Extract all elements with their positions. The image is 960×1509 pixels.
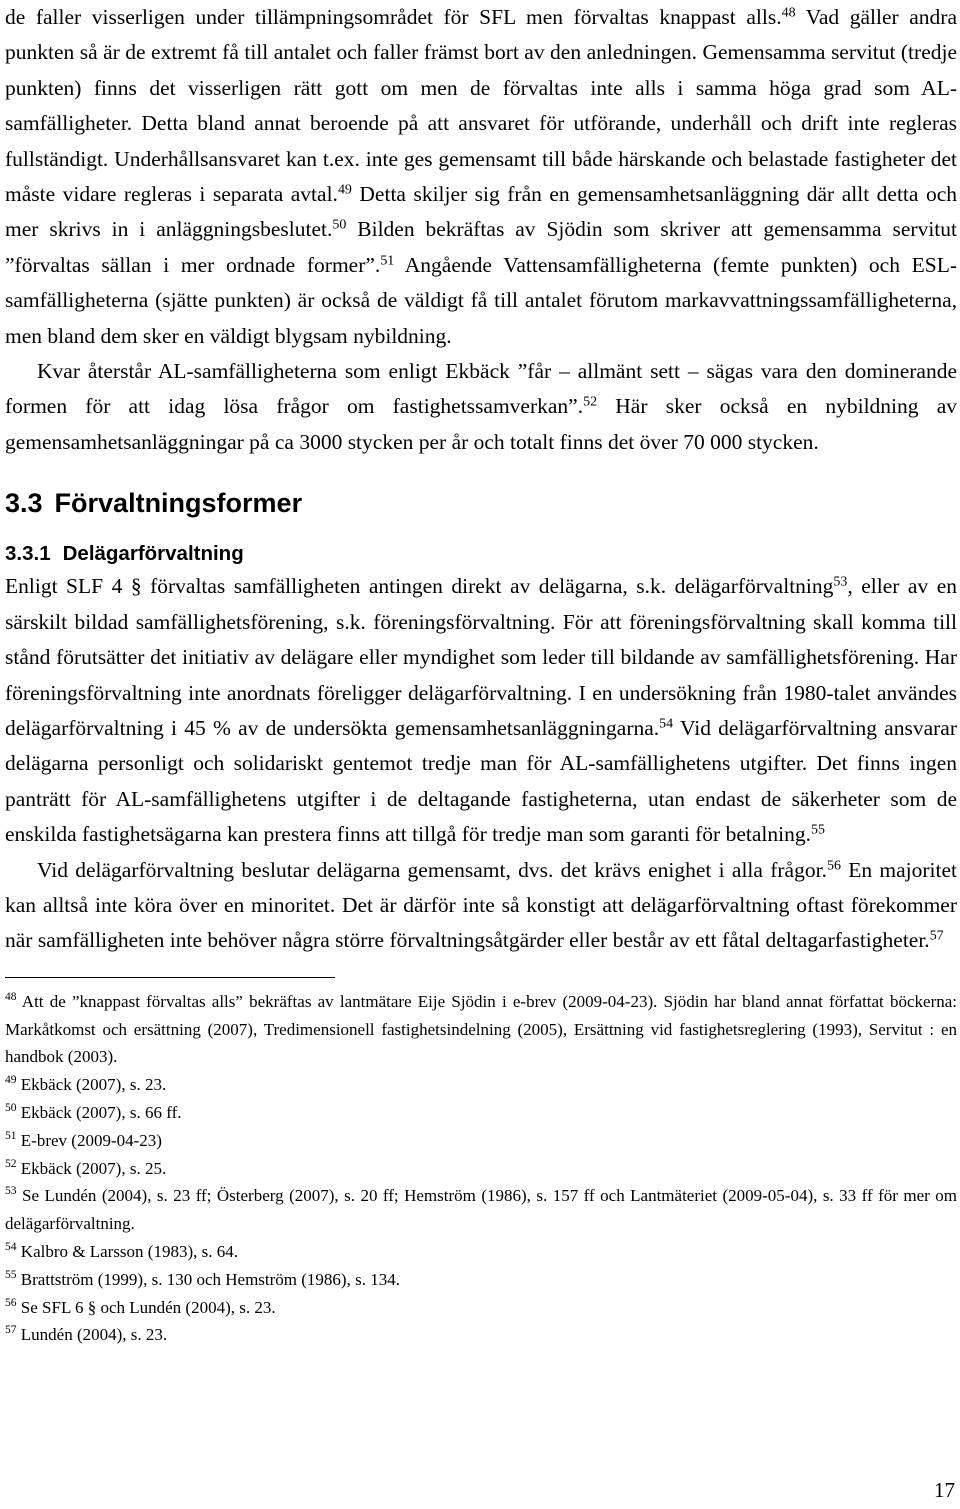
- body-paragraph-1: [5, 0, 957, 354]
- footnote: [5, 1266, 957, 1294]
- footnote: [5, 1182, 957, 1238]
- footnote-ref-51: 51: [380, 253, 395, 269]
- text-run: Bilden bekräftas av Sjödin som skriver att gemensamma servitut ”förvaltas sällan i mer ordnade former”.: [5, 217, 957, 277]
- footnote: [5, 1071, 957, 1099]
- section-number: 3.3: [5, 488, 43, 519]
- subsection-number: 3.3.1: [5, 542, 51, 566]
- body-paragraph-4: [5, 853, 957, 959]
- subsection-title: Delägarförvaltning: [62, 542, 244, 566]
- footnote-number: 55: [5, 1267, 17, 1281]
- footnote-number: 48: [5, 989, 17, 1003]
- footnote-ref-55: 55: [810, 822, 825, 838]
- footnote-separator: [5, 977, 335, 978]
- footnote-ref-48: 48: [781, 5, 796, 21]
- text-run: Detta skiljer sig från en gemensamhetsanläggning där allt detta och mer skrivs in i anläggningsbeslutet.: [5, 182, 957, 242]
- footnote: [5, 1321, 957, 1349]
- text-run: Vid delägarförvaltning ansvarar delägarna personligt och solidariskt gentemot tredje man för AL-samfällighetens utgifter. Det finns ingen panträtt för AL-samfällighetens utgifter i de deltagande fastigheterna, utan endast de säkerheter som de enskilda fastighetsägarna kan prestera finns att tillgå för tredje man som garanti för betalning.: [5, 715, 957, 847]
- footnote-text: Ekbäck (2007), s. 25.: [16, 1158, 167, 1178]
- footnote-text: Kalbro & Larsson (1983), s. 64.: [16, 1241, 238, 1261]
- footnote: [5, 1127, 957, 1155]
- body-paragraph-3: [5, 569, 957, 852]
- footnote-text: E-brev (2009-04-23): [16, 1130, 162, 1150]
- text-run: Angående Vattensamfälligheterna (femte punkten) och ESL-samfälligheterna (sjätte punkten) är också de väldigt få till antalet förutom markavvattningssamfälligheterna, men bland dem sker en väldigt blygsam nybildning.: [5, 252, 958, 348]
- footnote-text: Lundén (2004), s. 23.: [16, 1325, 168, 1345]
- footnote-text: Att de ”knappast förvaltas alls” bekräftas av lantmätare Eije Sjödin i e-brev (2009-04-23). Sjödin har bland annat författat böckerna: Markåtkomst och ersättning (2007), Tredimensionell fastighetsindelning (2005), Ersättning vid fastighetsreglering (1993), Servitut : en handbok (2003).: [5, 991, 957, 1067]
- footnote-number: 57: [5, 1323, 17, 1337]
- footnote-text: Ekbäck (2007), s. 66 ff.: [16, 1102, 182, 1122]
- text-run: , eller av en särskilt bildad samfällighetsförening, s.k. föreningsförvaltning. För att föreningsförvaltning skall komma till stånd förutsätter det initiativ av delägare eller myndighet som leder till bildande av samfällighetsförening. Har föreningsförvaltning inte anordnats föreligger delägarförvaltning. I en undersökning från 1980-talet användes delägarförvaltning i 45 % av de undersökta gemensamhetsanläggningarna.: [5, 574, 957, 740]
- footnote: [5, 988, 957, 1071]
- footnote-ref-50: 50: [332, 217, 347, 233]
- footnote-number: 56: [5, 1295, 17, 1309]
- text-run: Här sker också en nybildning av gemensamhetsanläggningar på ca 3000 stycken per år och totalt finns det över 70 000 stycken.: [5, 394, 958, 454]
- body-paragraph-2: [5, 354, 957, 460]
- text-run: Vid delägarförvaltning beslutar delägarna gemensamt, dvs. det krävs enighet i alla frågor.: [37, 857, 827, 882]
- footnote: [5, 1099, 957, 1127]
- footnote-text: Brattström (1999), s. 130 och Hemström (1986), s. 134.: [16, 1269, 400, 1289]
- footnote: [5, 1294, 957, 1322]
- section-heading: [5, 483, 957, 523]
- footnote-ref-52: 52: [583, 394, 598, 410]
- text-run: Kvar återstår AL-samfälligheterna som enligt Ekbäck ”får – allmänt sett – sägas vara den dominerande formen för att idag lösa frågor om fastighetssamverkan”.: [5, 359, 957, 419]
- footnotes: [5, 988, 957, 1349]
- footnote-number: 52: [5, 1156, 17, 1170]
- footnote: [5, 1238, 957, 1266]
- footnote-number: 54: [5, 1240, 17, 1253]
- text-run: de faller visserligen under tillämpningsområdet för SFL men förvaltas knappast alls.: [5, 5, 782, 29]
- footnote-number: 50: [5, 1101, 17, 1115]
- footnote-ref-54: 54: [659, 716, 674, 732]
- footnote-number: 53: [5, 1184, 17, 1198]
- text-run: Enligt SLF 4 § förvaltas samfälligheten antingen direkt av delägarna, s.k. delägarförvaltning: [5, 574, 834, 599]
- section-title: Förvaltningsformer: [54, 488, 303, 519]
- subsection-heading: [5, 539, 957, 569]
- footnote-ref-57: 57: [929, 928, 944, 944]
- footnote-number: 51: [5, 1128, 17, 1142]
- footnote: [5, 1155, 957, 1183]
- footnote-ref-53: 53: [833, 574, 848, 590]
- footnote-text: Ekbäck (2007), s. 23.: [16, 1075, 167, 1095]
- footnote-text: Se SFL 6 § och Lundén (2004), s. 23.: [16, 1297, 276, 1317]
- footnote-number: 49: [5, 1073, 17, 1087]
- text-run: Vad gäller andra punkten så är de extremt få till antalet och faller främst bort av den anledningen. Gemensamma servitut (tredje punkten) finns det visserligen rätt gott om men de förvaltas inte alls i samma höga grad som AL-samfälligheter. Detta bland annat beroende på att ansvaret för utförande, underhåll och drift inte regleras fullständigt. Underhållsansvaret kan t.ex. inte ges gemensamt till både härskande och belastade fastigheter det måste vidare regleras i separata avtal.: [5, 5, 957, 207]
- page-number: 17: [934, 1478, 955, 1502]
- footnote-text: Se Lundén (2004), s. 23 ff; Österberg (2007), s. 20 ff; Hemström (1986), s. 157 ff och Lantmäteriet (2009-05-04), s. 33 ff för mer om delägarförvaltning.: [5, 1186, 957, 1234]
- text-run: En majoritet kan alltså inte köra över en minoritet. Det är därför inte så konstigt att delägarförvaltning oftast förekommer när samfälligheten inte behöver några större förvaltningsåtgärder eller består av ett fåtal deltagarfastigheter.: [5, 857, 958, 953]
- footnote-ref-49: 49: [337, 182, 352, 198]
- document-page: [5, 0, 957, 1509]
- footnote-ref-56: 56: [826, 857, 841, 873]
